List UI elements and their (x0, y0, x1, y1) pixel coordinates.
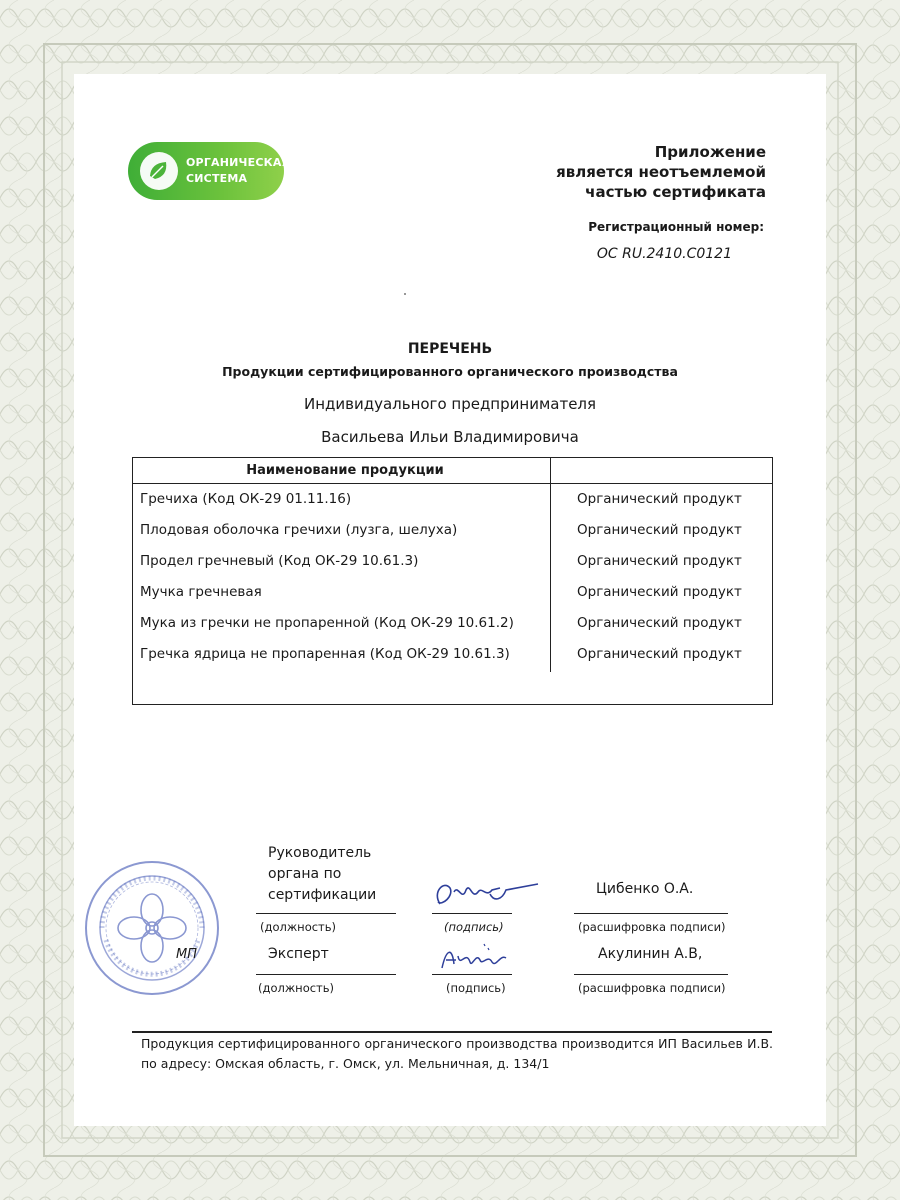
logo-line-1: ОРГАНИЧЕСКАЯ (186, 156, 291, 169)
entrepreneur-name: Васильева Ильи Владимировича (321, 428, 579, 446)
product-status: Органический продукт (577, 553, 742, 569)
product-status: Органический продукт (577, 522, 742, 538)
footer-divider (132, 1031, 772, 1033)
product-status: Органический продукт (577, 584, 742, 600)
decoding-caption: (расшифровка подписи) (578, 920, 726, 934)
position-line (256, 974, 396, 975)
decoding-line (574, 974, 728, 975)
registration-label: Регистрационный номер: (588, 220, 764, 234)
signature-caption: (подпись) (444, 920, 504, 934)
head-position: Руководитель органа по сертификации (268, 845, 377, 903)
product-name: Гречиха (Код ОК-29 01.11.16) (132, 484, 551, 516)
product-name: Гречка ядрица не пропаренная (Код ОК-29 10.61.3) (132, 639, 551, 672)
decoding-caption: (расшифровка подписи) (578, 981, 726, 995)
expert-name: Акулинин А.В, (598, 946, 703, 962)
position-caption: (должность) (258, 981, 335, 995)
registration-number: ОС RU.2410.С0121 (596, 246, 732, 262)
document-subtitle: Продукции сертифицированного органического производства (222, 364, 678, 379)
product-name: Продел гречневый (Код ОК-29 10.61.3) (132, 546, 551, 577)
product-status: Органический продукт (577, 615, 742, 631)
head-name: Цибенко О.А. (596, 881, 694, 897)
position-line (256, 913, 396, 914)
production-address-note: Продукция сертифицированного органического производства производится ИП Васильев И.В. по адресу: Омская область, г. Омск, ул. Мельничная, д. 134/1 (141, 1036, 773, 1071)
product-status: Органический продукт (577, 491, 742, 507)
product-status: Органический продукт (577, 646, 742, 662)
document-title: ПЕРЕЧЕНЬ (407, 341, 493, 357)
signature-line (432, 974, 512, 975)
appendix-line-3: частью сертификата (585, 183, 766, 201)
product-name: Мучка гречневая (132, 577, 551, 608)
product-name: Плодовая оболочка гречихи (лузга, шелуха) (132, 515, 551, 546)
position-caption: (должность) (260, 920, 337, 934)
expert-position: Эксперт (268, 946, 329, 962)
signature-caption: (подпись) (446, 981, 506, 995)
stamp-place-label: МП (176, 947, 197, 962)
logo-line-2: СИСТЕМА (186, 172, 248, 185)
head-signature-icon (430, 874, 542, 914)
decoding-line (574, 913, 728, 914)
appendix-line-1: Приложение (654, 143, 766, 161)
header-product-name: Наименование продукции (132, 457, 551, 484)
entrepreneur-label: Индивидуального предпринимателя (303, 395, 597, 413)
product-name: Мука из гречки не пропаренной (Код ОК-29 10.61.2) (132, 608, 551, 639)
expert-signature-icon (436, 940, 512, 974)
appendix-line-2: является неотъемлемой (556, 163, 766, 181)
